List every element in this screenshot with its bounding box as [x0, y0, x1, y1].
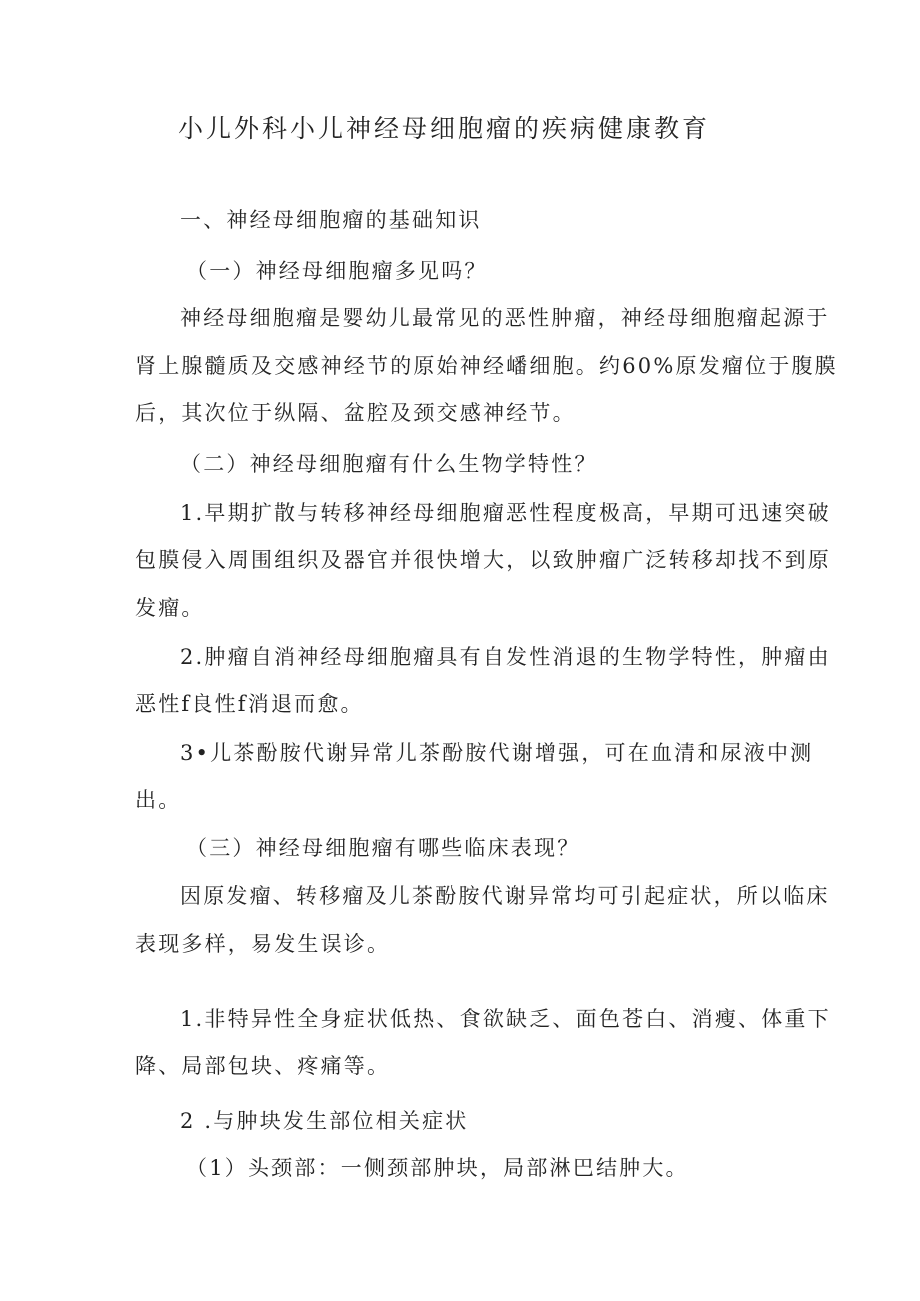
list-item-line: 1.非特异性全身症状低热、食欲缺乏、面色苍白、消瘦、体重下 [180, 1007, 831, 1031]
question-2-heading: （二）神经母细胞瘤有什么生物学特性？ [180, 452, 598, 476]
section-heading: 一、神经母细胞瘤的基础知识 [180, 208, 482, 232]
paragraph-line: 表现多样，易发生误诊。 [135, 932, 391, 956]
paragraph-line: 神经母细胞瘤是婴幼儿最常见的恶性肿瘤，神经母细胞瘤起源于 [180, 306, 830, 330]
list-item-line: 降、局部包块、疼痛等。 [135, 1054, 391, 1078]
list-item-line: 包膜侵入周围组织及器官并很快增大，以致肿瘤广泛转移却找不到原 [135, 548, 831, 572]
list-item-line: 1.早期扩散与转移神经母细胞瘤恶性程度极高，早期可迅速突破 [180, 501, 831, 525]
document-title: 小儿外科小儿神经母细胞瘤的疾病健康教育 [178, 114, 711, 143]
list-item-line: 3•儿茶酚胺代谢异常儿茶酚胺代谢增强，可在血清和尿液中测 [180, 741, 814, 765]
list-item-line: 恶性f良性f消退而愈。 [135, 692, 364, 716]
paragraph-line: 后，其次位于纵隔、盆腔及颈交感神经节。 [135, 401, 576, 425]
paragraph-line: 因原发瘤、转移瘤及儿茶酚胺代谢异常均可引起症状，所以临床 [180, 884, 830, 908]
list-item-line: （1）头颈部：一侧颈部肿块，局部淋巴结肿大。 [186, 1156, 689, 1180]
paragraph-line: 肾上腺髓质及交感神经节的原始神经嶓细胞。约60%原发瘤位于腹膜 [135, 354, 838, 378]
question-1-heading: （一）神经母细胞瘤多见吗？ [186, 259, 488, 283]
list-item-line: 发瘤。 [135, 596, 205, 620]
list-item-line: 2.肿瘤自消神经母细胞瘤具有自发性消退的生物学特性，肿瘤由 [180, 645, 831, 669]
subsection-heading: 2 .与肿块发生部位相关症状 [180, 1109, 469, 1133]
list-item-line: 出。 [135, 788, 182, 812]
question-3-heading: （三）神经母细胞瘤有哪些临床表现？ [186, 836, 581, 860]
